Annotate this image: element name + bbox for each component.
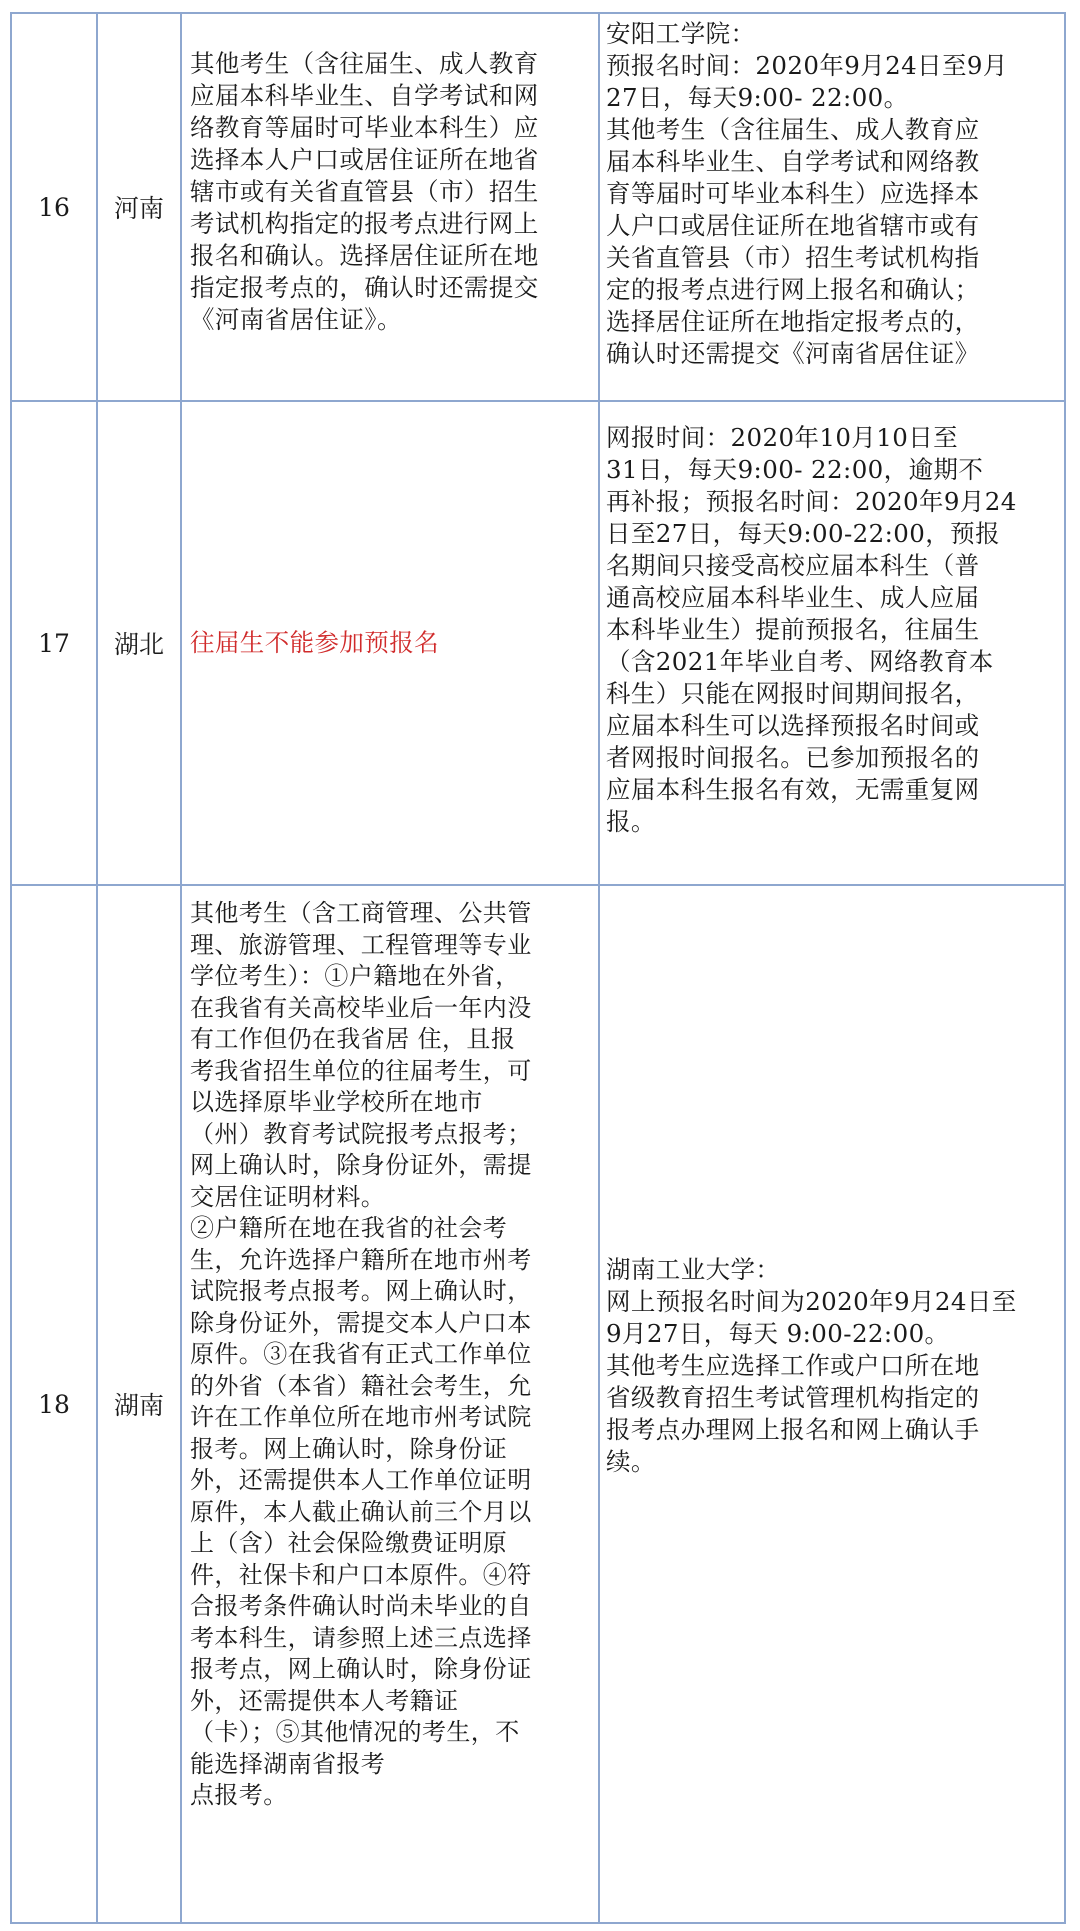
text-line: 报考点办理网上报名和网上确认手 bbox=[606, 1415, 980, 1444]
text-line: 往届生不能参加预报名 bbox=[190, 628, 439, 657]
text-line: 其他考生（含往届生、成人教育 bbox=[190, 49, 539, 78]
text-line: 31日，每天9:00- 22:00，逾期不 bbox=[606, 455, 984, 484]
text-line: 《河南省居住证》。 bbox=[190, 305, 402, 334]
text-line: 9月27日，每天 9:00-22:00。 bbox=[606, 1319, 950, 1348]
text-line: 定的报考点进行网上报名和确认； bbox=[606, 275, 980, 304]
province-cell: 河南 bbox=[97, 13, 181, 401]
text-line: 试院报考点报考。网上确认时， bbox=[190, 1277, 532, 1305]
text-line: （州）教育考试院报考点报考； bbox=[190, 1119, 532, 1148]
text-line: 许在工作单位所在地市州考试院 bbox=[190, 1403, 532, 1431]
other-candidates-cell bbox=[181, 13, 599, 401]
text-line: 合报考条件确认时尚未毕业的自 bbox=[190, 1592, 532, 1620]
text-line: 续。 bbox=[606, 1447, 656, 1476]
registration-table bbox=[10, 12, 1066, 1924]
text-line: 育等届时可毕业本科生）应选择本 bbox=[606, 179, 980, 208]
text-line: 应届本科毕业生、自学考试和网 bbox=[190, 81, 539, 110]
other-candidates-cell bbox=[181, 885, 599, 1923]
text-line: 辖市或有关省直管县（市）招生 bbox=[190, 177, 539, 206]
text-line: 届本科毕业生、自学考试和网络教 bbox=[606, 147, 980, 176]
text-line: 网上预报名时间为2020年9月24日至 bbox=[606, 1287, 1017, 1316]
text-line: 的外省（本省）籍社会考生，允 bbox=[190, 1371, 532, 1400]
text-line: 点报考。 bbox=[190, 1781, 288, 1809]
text-line: 学位考生）：①户籍地在外省， bbox=[190, 962, 520, 990]
text-line: 能选择湖南省报考 bbox=[190, 1749, 386, 1778]
row-number: 17 bbox=[11, 401, 97, 885]
text-line: 络教育等届时可毕业本科生）应 bbox=[190, 113, 539, 142]
text-line: 考试机构指定的报考点进行网上 bbox=[190, 209, 539, 238]
text-line: 报考点，网上确认时，除身份证 bbox=[190, 1655, 532, 1683]
text-line: 本科毕业生）提前预报名，往届生 bbox=[606, 615, 980, 644]
province-cell: 湖北 bbox=[97, 401, 181, 885]
text-line: 应届本科生可以选择预报名时间或 bbox=[606, 711, 980, 740]
text-line: ②户籍所在地在我省的社会考 bbox=[190, 1214, 508, 1242]
row-number: 16 bbox=[11, 13, 97, 401]
text-line: 考我省招生单位的往届考生，可 bbox=[190, 1056, 532, 1085]
text-line: （含2021年毕业自考、网络教育本 bbox=[606, 647, 994, 676]
text-line: 27日，每天9:00- 22:00。 bbox=[606, 83, 909, 112]
text-line: 在我省有关高校毕业后一年内没 bbox=[190, 993, 532, 1022]
row-number: 18 bbox=[11, 885, 97, 1923]
notes-cell bbox=[599, 401, 1065, 885]
text-line: 原件。③在我省有正式工作单位 bbox=[190, 1340, 532, 1368]
text-line: 网上确认时，除身份证外，需提 bbox=[190, 1151, 532, 1179]
text-line: 名期间只接受高校应届本科生（普 bbox=[606, 551, 980, 580]
text-line: 其他考生应选择工作或户口所在地 bbox=[606, 1351, 980, 1380]
other-candidates-cell bbox=[181, 401, 599, 885]
text-line: 其他考生（含工商管理、公共管 bbox=[190, 899, 532, 927]
table-row bbox=[11, 401, 1065, 885]
text-line: 考本科生，请参照上述三点选择 bbox=[190, 1623, 532, 1652]
text-line: 网报时间：2020年10月10日至 bbox=[606, 423, 959, 452]
text-line: 其他考生（含往届生、成人教育应 bbox=[606, 115, 980, 144]
text-line: 湖南工业大学： bbox=[606, 1255, 781, 1284]
text-line: 指定报考点的，确认时还需提交 bbox=[190, 273, 539, 302]
notes-cell bbox=[599, 13, 1065, 401]
text-line: 人户口或居住证所在地省辖市或有 bbox=[606, 211, 980, 240]
province-cell: 湖南 bbox=[97, 885, 181, 1923]
text-line: 有工作但仍在我省居 住，且报 bbox=[190, 1025, 516, 1053]
text-line: 外，还需提供本人考籍证 bbox=[190, 1686, 459, 1715]
text-line: 除身份证外，需提交本人户口本 bbox=[190, 1308, 532, 1337]
text-line: 报。 bbox=[606, 807, 656, 836]
text-line: 关省直管县（市）招生考试机构指 bbox=[606, 243, 980, 272]
text-line: 报考。网上确认时，除身份证 bbox=[190, 1434, 508, 1463]
text-line: 确认时还需提交《河南省居住证》 bbox=[606, 339, 980, 368]
notes-cell bbox=[599, 885, 1065, 1923]
text-line: 外，还需提供本人工作单位证明 bbox=[190, 1466, 532, 1494]
text-line: 应届本科生报名有效，无需重复网 bbox=[606, 775, 980, 804]
text-line: 件，社保卡和户口本原件。④符 bbox=[190, 1560, 532, 1589]
text-line: 理、旅游管理、工程管理等专业 bbox=[190, 930, 532, 959]
text-line: 生，允许选择户籍所在地市州考 bbox=[190, 1245, 532, 1274]
text-line: 交居住证明材料。 bbox=[190, 1182, 386, 1211]
text-line: 者网报时间报名。已参加预报名的 bbox=[606, 743, 980, 772]
text-line: 上（含）社会保险缴费证明原 bbox=[190, 1529, 508, 1557]
text-line: 科生）只能在网报时间期间报名， bbox=[606, 679, 980, 708]
text-line: 安阳工学院： bbox=[606, 19, 756, 48]
table-row bbox=[11, 885, 1065, 1923]
text-line: 原件，本人截止确认前三个月以 bbox=[190, 1497, 532, 1526]
text-line: 以选择原毕业学校所在地市 bbox=[190, 1088, 483, 1116]
table-row bbox=[11, 13, 1065, 401]
text-line: 日至27日，每天9:00-22:00，预报 bbox=[606, 519, 1000, 548]
text-line: 再补报；预报名时间：2020年9月24 bbox=[606, 487, 1017, 516]
text-line: 省级教育招生考试管理机构指定的 bbox=[606, 1383, 980, 1412]
text-line: 通高校应届本科毕业生、成人应届 bbox=[606, 583, 980, 612]
text-line: 预报名时间：2020年9月24日至9月 bbox=[606, 51, 1008, 80]
text-line: 报名和确认。选择居住证所在地 bbox=[190, 241, 539, 270]
text-line: 选择本人户口或居住证所在地省 bbox=[190, 145, 539, 174]
text-line: 选择居住证所在地指定报考点的， bbox=[606, 307, 980, 336]
text-line: （卡）；⑤其他情况的考生，不 bbox=[190, 1718, 520, 1746]
